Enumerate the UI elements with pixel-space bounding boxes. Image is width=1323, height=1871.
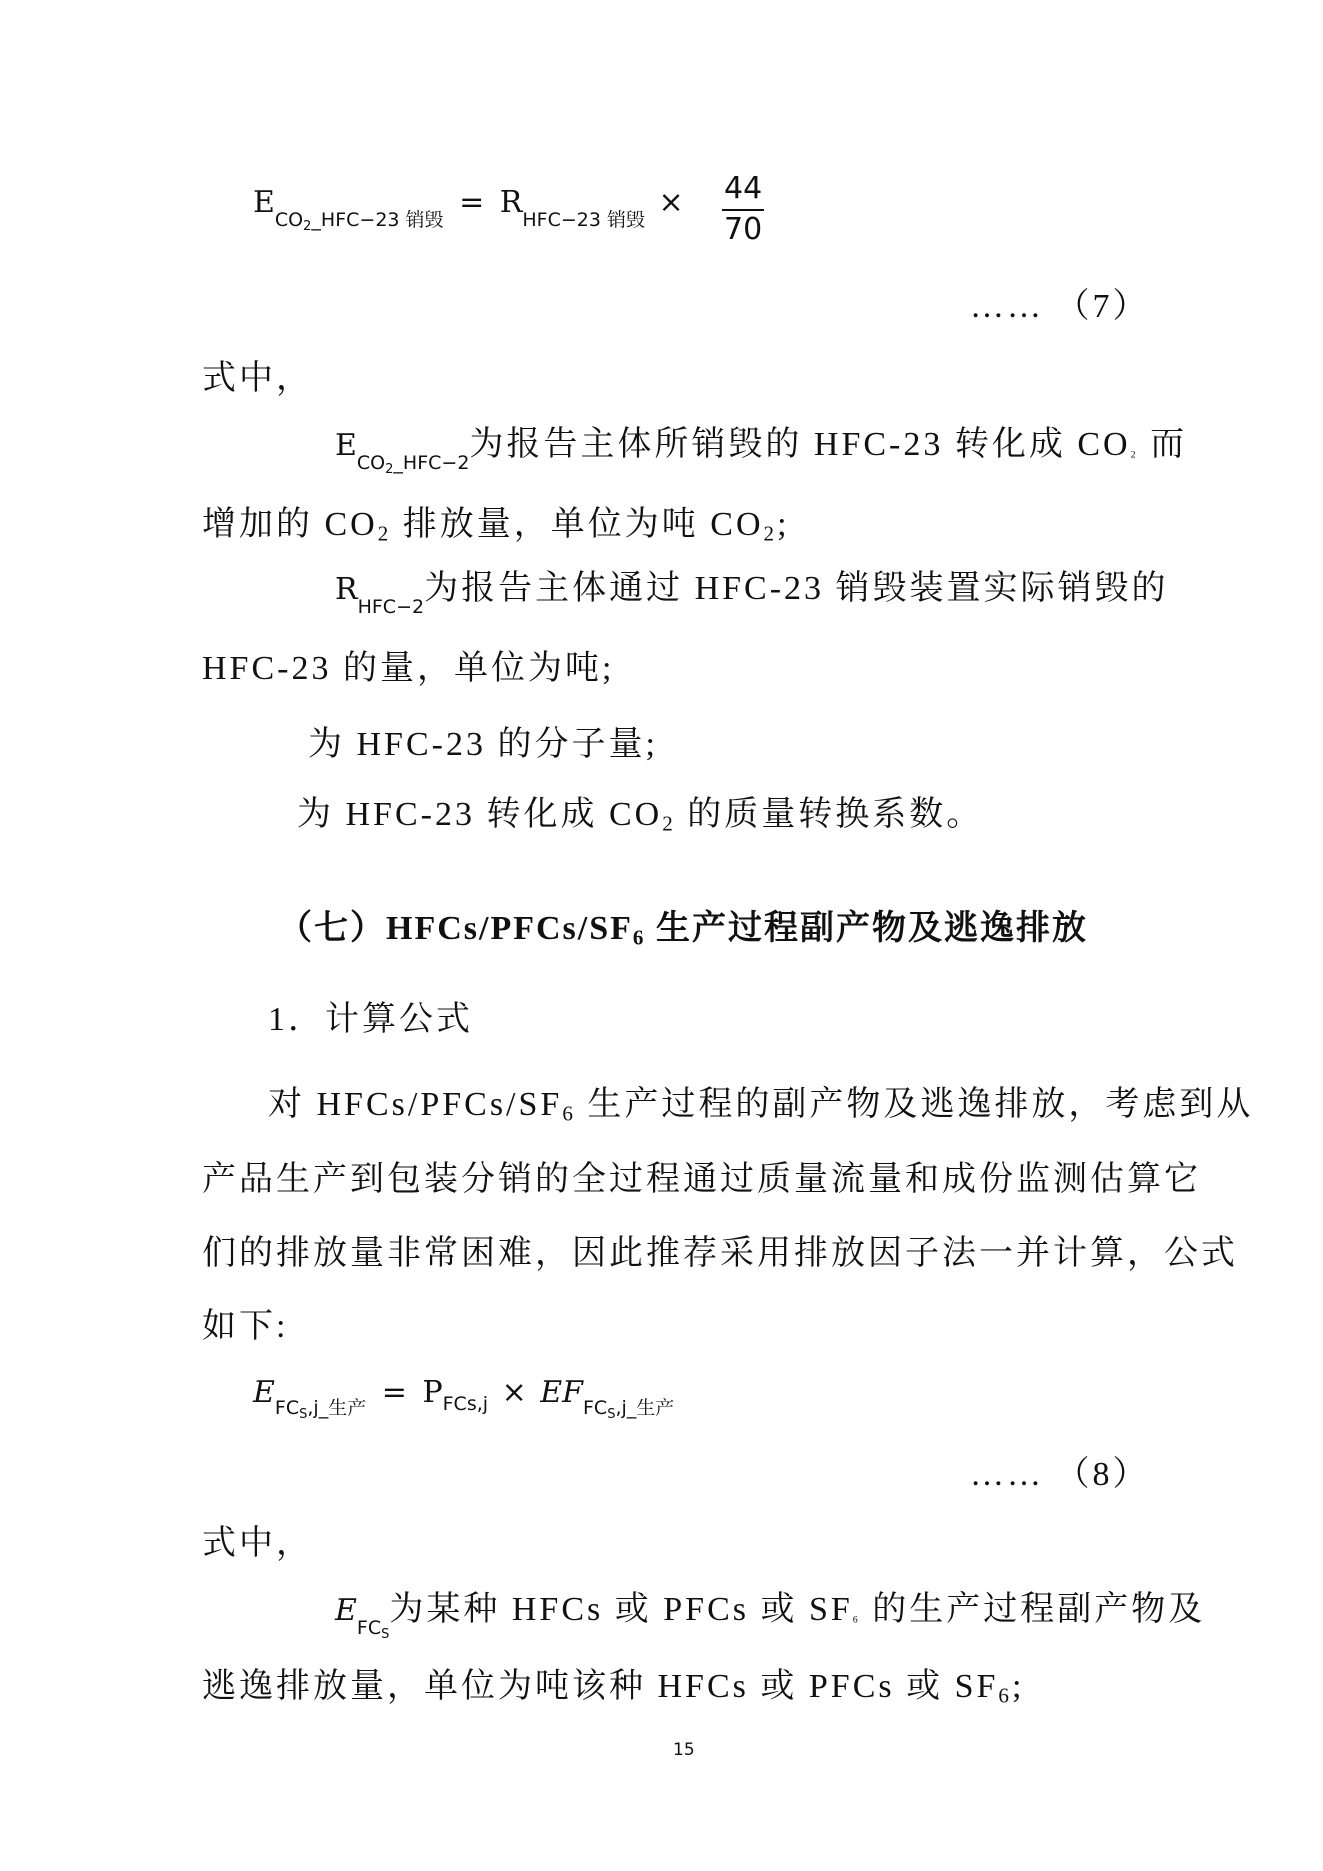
definition-conversion-factor: 为 HFC-23 转化成 $CO_2$ 的质量转换系数。	[297, 796, 984, 836]
paragraph-line-2: 产品生产到包装分销的全过程通过质量流量和成份监测估算它	[202, 1161, 1201, 1198]
equation-7-number: …… （7）	[970, 288, 1150, 325]
fraction-44-70: $\frac{44}{70}$	[724, 171, 763, 247]
paragraph-line-4: 如下:	[202, 1308, 289, 1345]
equation-8-number: …… （8）	[970, 1456, 1150, 1493]
definition-r-hfc: RHFC−2为报告主体通过 HFC-23 销毁装置实际销毁的	[335, 570, 1169, 618]
page-number: 15	[673, 1740, 695, 1760]
paragraph-line-1: 对 HFCs/$PFCs/SF_6$ 生产过程的副产物及逃逸排放，考虑到从	[268, 1086, 1254, 1126]
equation-8: $E_{FC_S,j\_生产} = P_{FCs,j} \times EF_{FC_S,j\_生产}$	[253, 1375, 675, 1422]
section-heading: （七）$HFCs/PFCs/SF_6$ 生产过程副产物及逃逸排放	[278, 910, 1088, 950]
paragraph-line-3: 们的排放量非常困难，因此推荐采用排放因子法一并计算，公式	[202, 1235, 1238, 1272]
equation-7: $E_{CO_2\_HFC-23 销毁} = R_{HFC-23 销毁}$ ×	[253, 185, 684, 234]
where-label-2: 式中，	[202, 1525, 313, 1562]
definition-r-hfc-line2: HFC-23 的量，单位为吨;	[202, 650, 615, 687]
where-label: 式中，	[202, 360, 313, 397]
definition-e-fcs-line2: 逃逸排放量，单位为吨该种 HFCs 或 PFCs 或 $SF_6$;	[202, 1668, 1025, 1708]
definition-e-co2-line2: 增加的 $CO_2$ 排放量，单位为吨 $CO_2$;	[202, 506, 790, 546]
definition-molecular-weight: 为 HFC-23 的分子量;	[308, 726, 658, 763]
definition-e-co2: $ECO_2\_HFC-2$为报告主体所销毁的 HFC-23 转化成 $CO_2$ 而	[335, 426, 1188, 477]
definition-e-fcs: $EFC_S$为某种 HFCs 或 PFCs 或 $SF_6$ 的生产过程副产物及	[335, 1591, 1206, 1642]
subsection-heading: 1．计算公式	[268, 1001, 473, 1038]
